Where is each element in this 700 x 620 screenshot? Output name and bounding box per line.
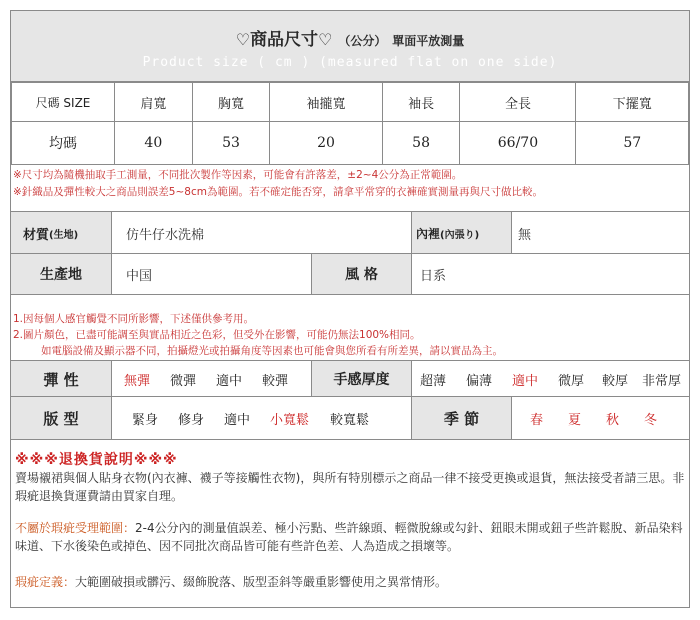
header-cell: 下擺寬 — [576, 83, 689, 122]
feel-options — [411, 361, 689, 397]
color-note: 如電腦設備及顯示器不同，拍攝燈光或拍攝角度等因素也可能會與您所看有所差異，請以實品為主。 — [41, 345, 503, 357]
return-policy-text: 賣場襯裙與個人貼身衣物(內衣褲、襪子等接觸性衣物)，與所有特別標示之商品一律不接受更換或退貨，無法接受者請三思。非瑕疵退換貨運費請由買家自理。 — [15, 471, 685, 503]
color-note: 1.因每個人感官觸覺不同所影響，下述僅供參考用。 — [13, 313, 255, 325]
non-defect-label: 不屬於瑕疵受理範圍： — [15, 521, 136, 535]
size-cell: 均碼 — [12, 122, 115, 165]
title-text: 商品尺寸 — [250, 30, 319, 50]
size-table-header-row — [12, 83, 689, 122]
size-cell: 66/70 — [460, 122, 576, 165]
size-cell: 40 — [115, 122, 193, 165]
feel-option: 微厚 — [558, 373, 585, 389]
season-label: 季 節 — [411, 397, 511, 439]
elasticity-row — [11, 360, 689, 397]
size-header — [11, 11, 689, 82]
season-option: 秋 — [606, 412, 620, 428]
elasticity-option: 較彈 — [262, 373, 289, 389]
fit-option: 適中 — [224, 412, 251, 428]
origin-value: 中国 — [111, 254, 311, 294]
defect-text: 大範圍破損或髒污、綴飾脫落、版型歪斜等嚴重影響使用之異常情形。 — [75, 575, 448, 589]
unit-label: （公分） — [338, 34, 387, 48]
defect-label: 瑕疵定義： — [15, 575, 76, 589]
feel-option: 適中 — [512, 373, 539, 389]
non-defect-text: 2-4公分內的測量值誤差、極小污點、些許線頭、輕微脫線或勾針、鈕眼未開或鈕子些許鬆脫、新品染料味道、下水後染色或掉色、因不同批次商品皆可能有些許色差、人為造成之損壞等。 — [15, 521, 683, 553]
material-label-text: 材質 — [23, 227, 50, 243]
header-cell: 全長 — [460, 83, 576, 122]
defect-definition — [15, 573, 685, 591]
elasticity-option: 微彈 — [170, 373, 197, 389]
size-cell: 57 — [576, 122, 689, 165]
method-label: 單面平放測量 — [392, 34, 465, 48]
lining-value: 無 — [511, 212, 689, 254]
header-cell: 袖攏寬 — [270, 83, 382, 122]
size-subtitle: Product size ( cm ) (measured flat on one side) — [142, 55, 558, 70]
elasticity-option: 無彈 — [124, 373, 151, 389]
feel-option: 較厚 — [602, 373, 629, 389]
material-label-small: (生地) — [49, 229, 79, 241]
fit-option: 修身 — [178, 412, 205, 428]
fit-option: 緊身 — [132, 412, 159, 428]
fit-option: 小寬鬆 — [270, 412, 310, 428]
color-note: 2.圖片顏色，已盡可能調至與實品相近之色彩，但受外在影響，可能仍無法100%相同。 — [13, 329, 421, 341]
product-info-sheet — [10, 10, 690, 608]
feel-option: 超薄 — [420, 373, 447, 389]
elasticity-option: 適中 — [216, 373, 243, 389]
lining-label-small: (內張り) — [440, 229, 480, 241]
header-cell: 尺碼 SIZE — [12, 83, 115, 122]
material-row — [11, 211, 689, 254]
season-options — [511, 397, 689, 439]
material-label — [11, 212, 111, 254]
lining-label — [411, 212, 511, 254]
size-cell: 58 — [382, 122, 460, 165]
elasticity-options — [111, 361, 311, 397]
size-cell: 20 — [270, 122, 382, 165]
size-table — [11, 82, 689, 165]
return-policy-title: ※※※退換貨說明※※※ — [15, 452, 178, 468]
origin-row — [11, 253, 689, 295]
size-table-row — [12, 122, 689, 165]
header-cell: 袖長 — [382, 83, 460, 122]
fit-label: 版 型 — [11, 397, 111, 439]
non-defect-scope — [15, 519, 685, 555]
season-option: 夏 — [568, 412, 582, 428]
material-value: 仿牛仔水洗棉 — [111, 212, 411, 254]
size-note: ※針織品及彈性較大之商品則誤差5~8cm為範圍。若不確定能否穿，請拿平常穿的衣褲確實測量再與尺寸做比較。 — [13, 186, 543, 198]
size-cell: 53 — [192, 122, 270, 165]
origin-label: 生產地 — [11, 254, 111, 294]
style-value: 日系 — [411, 254, 689, 294]
feel-label: 手感厚度 — [311, 361, 411, 397]
season-option: 冬 — [644, 412, 658, 428]
size-notes — [13, 167, 689, 201]
heart-icon: ♡ — [318, 30, 333, 49]
feel-option: 非常厚 — [642, 373, 682, 389]
size-title — [11, 25, 689, 50]
fit-row — [11, 396, 689, 440]
season-option: 春 — [530, 412, 544, 428]
fit-options — [111, 397, 411, 439]
style-label: 風 格 — [311, 254, 411, 294]
heart-icon: ♡ — [235, 30, 251, 49]
header-cell: 肩寬 — [115, 83, 193, 122]
header-cell: 胸寬 — [192, 83, 270, 122]
fit-option: 較寬鬆 — [330, 412, 370, 428]
lining-label-text: 內裡 — [416, 226, 441, 241]
elasticity-label: 彈 性 — [11, 361, 111, 397]
feel-option: 偏薄 — [466, 373, 493, 389]
color-notes — [13, 311, 689, 359]
size-note: ※尺寸均為隨機抽取手工測量，不同批次製作等因素，可能會有許落差，±2~4公分為正常範圍。 — [13, 169, 463, 181]
